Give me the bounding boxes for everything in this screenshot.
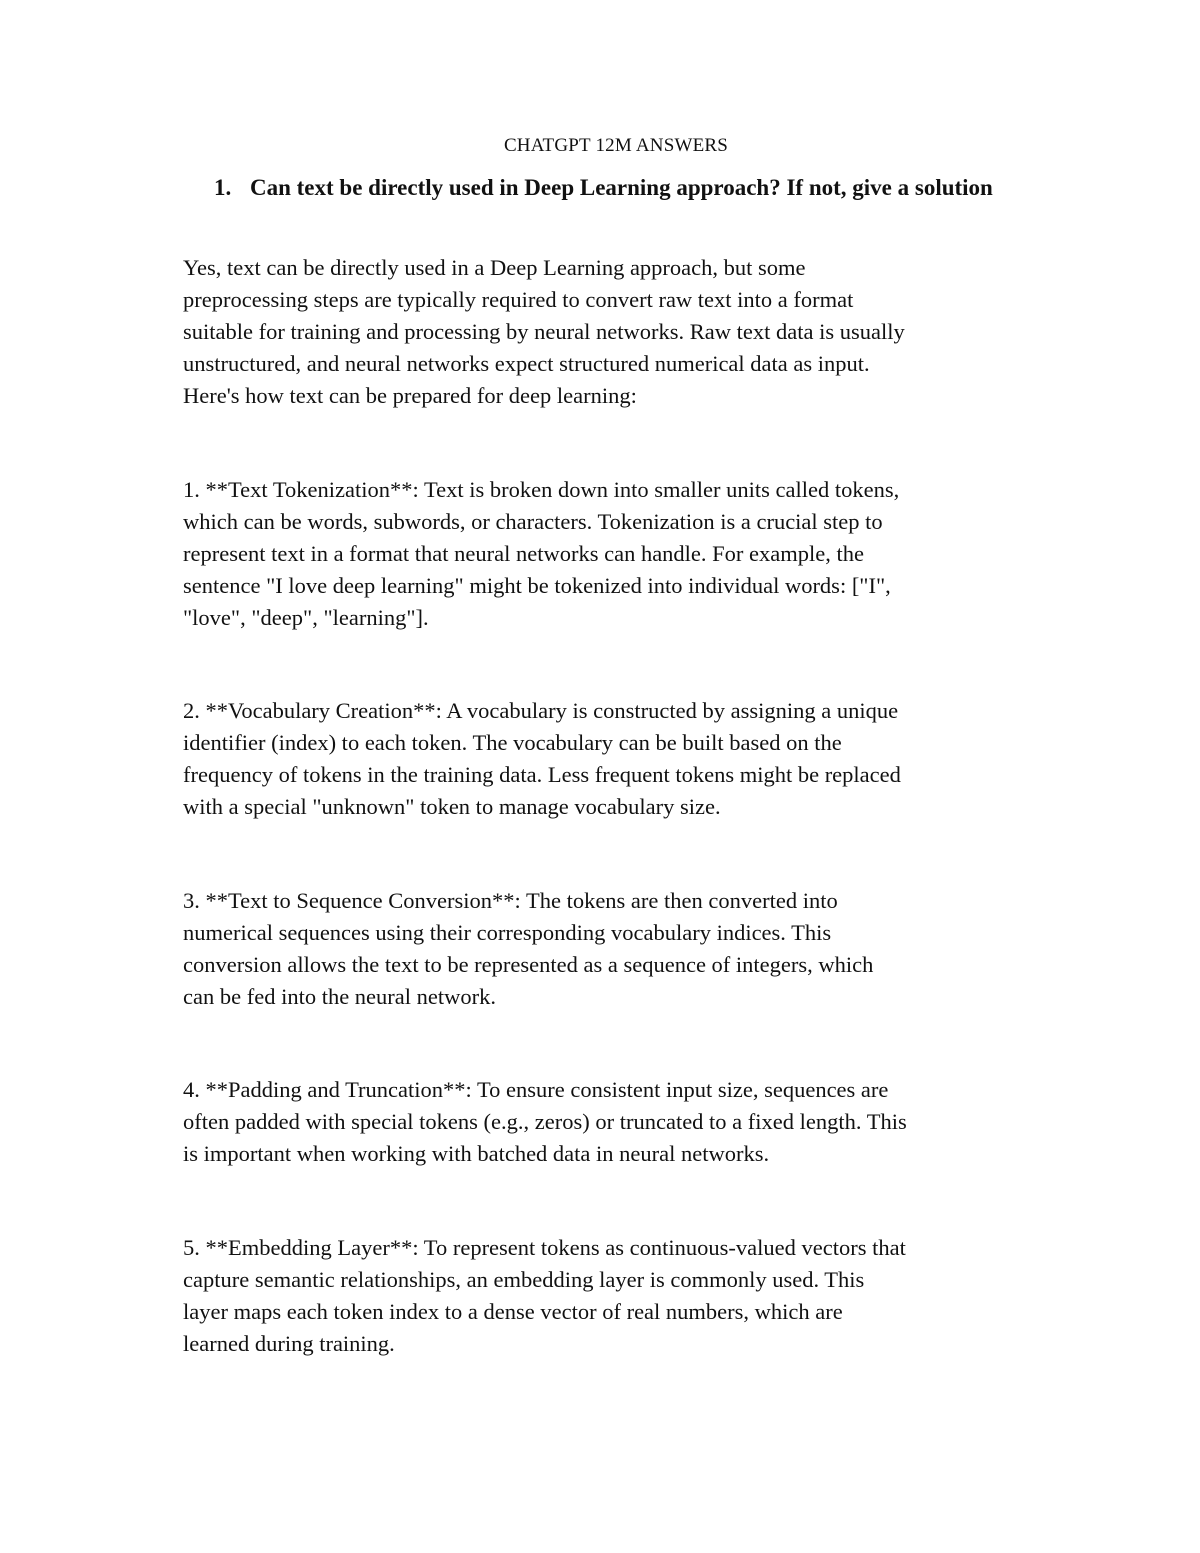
intro-line: Yes, text can be directly used in a Deep Learning approach, but some [183, 255, 806, 280]
intro-line: Here's how text can be prepared for deep learning: [183, 383, 637, 408]
step-line: 4. **Padding and Truncation**: To ensure consistent input size, sequences are [183, 1077, 889, 1102]
intro-paragraph [183, 252, 1033, 412]
step-line: frequency of tokens in the training data. Less frequent tokens might be replaced [183, 762, 901, 787]
step-tokenization-paragraph [183, 474, 1033, 634]
step-line: conversion allows the text to be represented as a sequence of integers, which [183, 952, 874, 977]
step-padding-paragraph [183, 1074, 1033, 1170]
step-line: which can be words, subwords, or characters. Tokenization is a crucial step to [183, 509, 883, 534]
step-line: 3. **Text to Sequence Conversion**: The tokens are then converted into [183, 888, 838, 913]
step-line: often padded with special tokens (e.g., zeros) or truncated to a fixed length. This [183, 1109, 907, 1134]
step-line: numerical sequences using their corresponding vocabulary indices. This [183, 920, 832, 945]
step-vocabulary-paragraph [183, 695, 1033, 823]
question-number: 1. [214, 175, 232, 200]
question-heading [214, 172, 1014, 204]
step-line: with a special "unknown" token to manage vocabulary size. [183, 794, 721, 819]
step-line: capture semantic relationships, an embedding layer is commonly used. This [183, 1267, 865, 1292]
question-text: Can text be directly used in Deep Learning approach? If not, give a solution [250, 175, 993, 200]
step-line: 1. **Text Tokenization**: Text is broken down into smaller units called tokens, [183, 477, 900, 502]
step-line: layer maps each token index to a dense vector of real numbers, which are [183, 1299, 843, 1324]
step-line: is important when working with batched data in neural networks. [183, 1141, 770, 1166]
step-embedding-paragraph [183, 1232, 1033, 1360]
step-sequence-paragraph [183, 885, 1033, 1013]
intro-line: preprocessing steps are typically required to convert raw text into a format [183, 287, 854, 312]
step-line: represent text in a format that neural networks can handle. For example, the [183, 541, 864, 566]
document-title: CHATGPT 12M ANSWERS [503, 135, 729, 156]
step-line: sentence "I love deep learning" might be tokenized into individual words: ["I", [183, 573, 891, 598]
step-line: can be fed into the neural network. [183, 984, 497, 1009]
intro-line: unstructured, and neural networks expect structured numerical data as input. [183, 351, 870, 376]
step-line: identifier (index) to each token. The vocabulary can be built based on the [183, 730, 842, 755]
step-line: "love", "deep", "learning"]. [183, 605, 429, 630]
intro-line: suitable for training and processing by neural networks. Raw text data is usually [183, 319, 905, 344]
step-line: 5. **Embedding Layer**: To represent tokens as continuous-valued vectors that [183, 1235, 906, 1260]
step-line: learned during training. [183, 1331, 395, 1356]
step-line: 2. **Vocabulary Creation**: A vocabulary is constructed by assigning a unique [183, 698, 899, 723]
